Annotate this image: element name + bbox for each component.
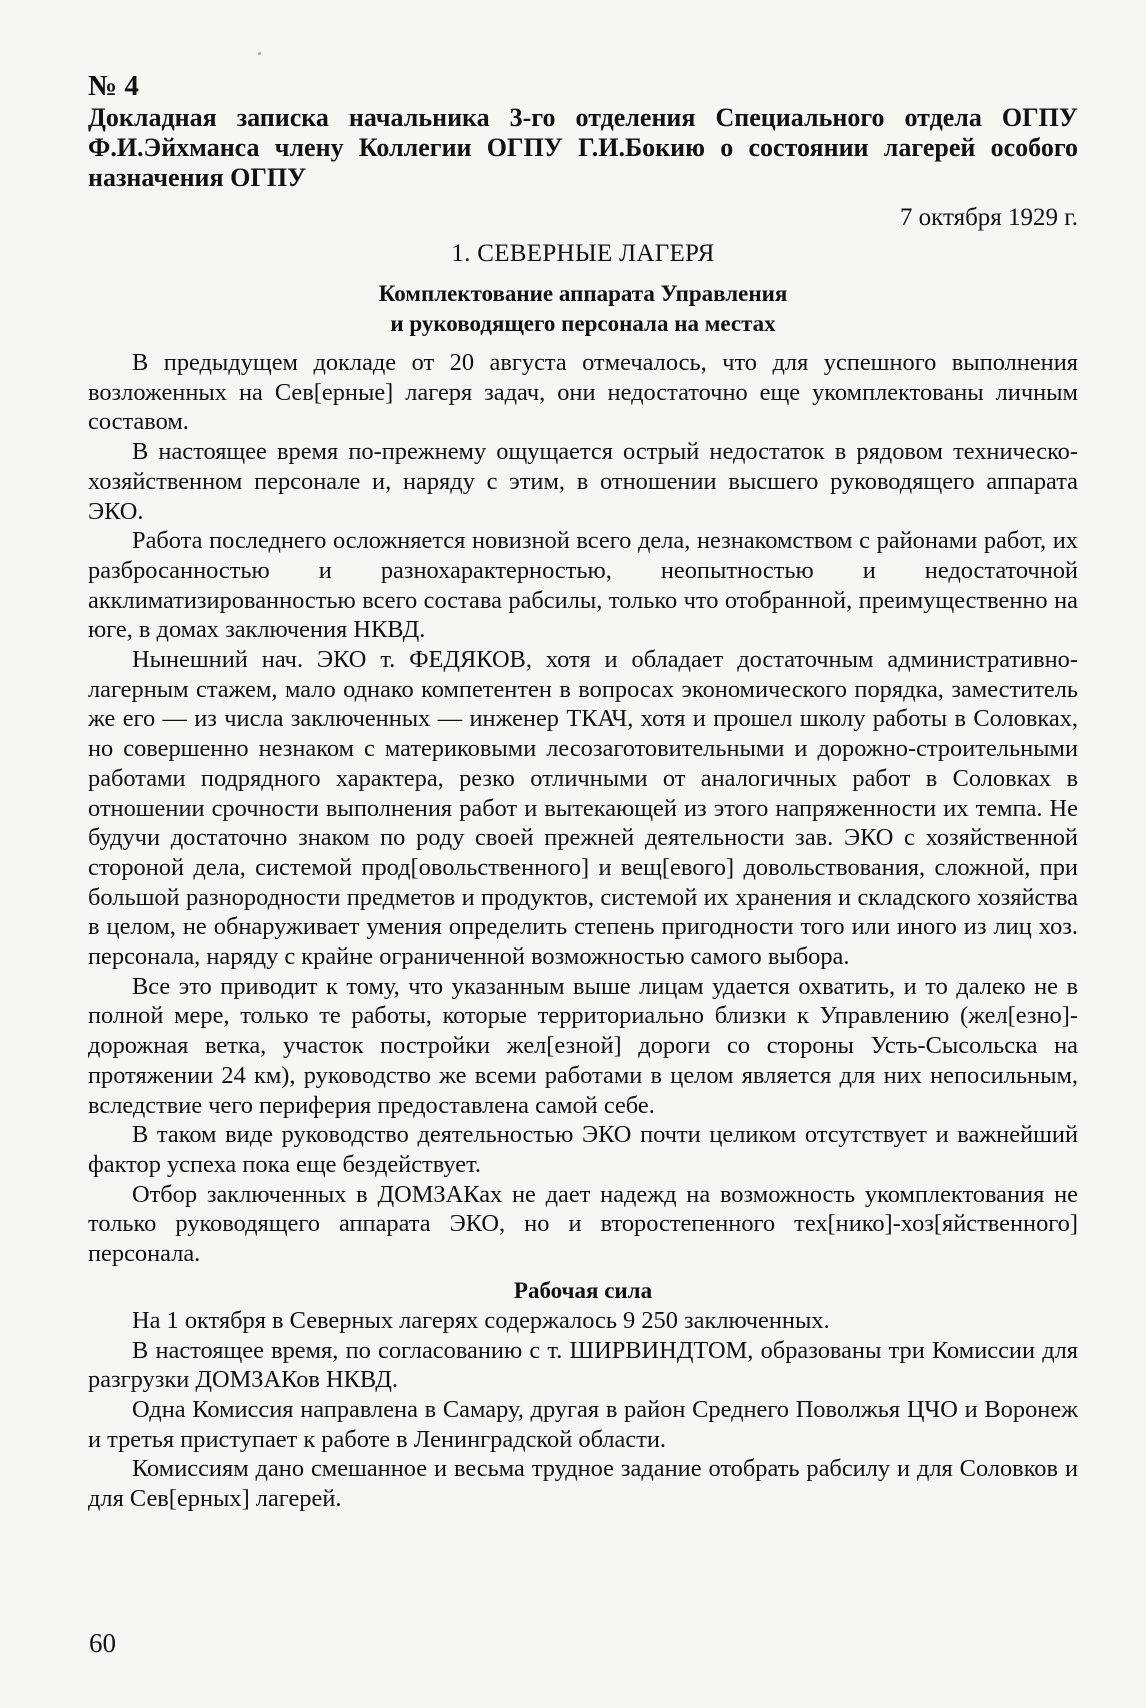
document-date: 7 октября 1929 г.: [899, 204, 1078, 231]
section-heading: 1. СЕВЕРНЫЕ ЛАГЕРЯ: [451, 240, 715, 267]
paragraph: Комиссиям дано смешанное и весьма трудное задание отобрать рабсилу и для Соловков и для Сев[ерных] лагерей.: [88, 1455, 1078, 1513]
paragraph: Нынешний нач. ЭКО т. ФЕДЯКОВ, хотя и обладает достаточным административно-лагерным стажем, мало однако компетентен в вопросах экономического порядка, заместитель же его — из числа заключенных — инженер ТКАЧ, хотя и прошел школу работы в Соловках, но совершенно незнаком с материковыми лесозаготовительными и дорожно-строительными работами подрядного характера, резко отличными от аналогичных работ в Соловках в отношении срочности выполнения работ и вытекающей из этого напряженности их темпа. Не будучи достаточно знаком по роду своей прежней деятельности зав. ЭКО с хозяйственной стороной дела, системой прод[овольственного] и вещ[евого] довольствования, сложной, при большой разнородности предметов и продуктов, системой их хранения и складского хозяйства в целом, не обнаруживает умения определить степень пригодности того или иного из лиц хоз. персонала, наряду с крайне ограниченной возможностью самого выбора.: [88, 646, 1078, 971]
paragraph: На 1 октября в Северных лагерях содержалось 9 250 заключенных.: [132, 1306, 830, 1334]
document-page: [88, 70, 1078, 1514]
paragraph: Работа последнего осложняется новизной всего дела, незнакомством с районами работ, их разбросанностью и разнохарактерностью, неопытностью и недостаточной акклиматизированностью всего состава рабсилы, только что отобранной, преимущественно на юге, в домах заключения НКВД.: [88, 527, 1078, 644]
sub-heading: [88, 279, 1078, 339]
paragraph: В предыдущем докладе от 20 августа отмечалось, что для успешного выполнения возложенных на Сев[ерные] лагеря задач, они недостаточно еще укомплектованы личным составом.: [88, 349, 1078, 436]
paragraph: Все это приводит к тому, что указанным выше лицам удается охватить, и то далеко не в полной мере, только те работы, которые территориально близки к Управлению (жел[езно]-дорожная ветка, участок постройки жел[езной] дороги со стороны Усть-Сысольска на протяжении 24 км), руководство же всеми работами в целом является для них непосильным, вследствие чего периферия предоставлена самой себе.: [88, 972, 1078, 1119]
scan-speck: [258, 52, 261, 55]
paragraph: В таком виде руководство деятельностью ЭКО почти целиком отсутствует и важнейший фактор успеха пока еще бездействует.: [88, 1121, 1078, 1178]
paragraph: Отбор заключенных в ДОМЗАКах не дает надежд на возможность укомплектования не только руководящего аппарата ЭКО, но и второстепенного тех[нико]-хоз[яйственного] персонала.: [88, 1180, 1078, 1268]
paragraph: В настоящее время, по согласованию с т. ШИРВИНДТОМ, образованы три Комиссии для разгрузки ДОМЗАКов НКВД.: [88, 1336, 1078, 1394]
sub-heading-line: и руководящего персонала на местах: [390, 311, 776, 336]
page-number: 60: [89, 1628, 116, 1658]
document-title: Докладная записка начальника 3-го отделения Специального отдела ОГПУ Ф.И.Эйхманса члену Коллегии ОГПУ Г.И.Бокию о состоянии лагерей особого назначения ОГПУ: [88, 103, 1078, 192]
paragraph: В настоящее время по-прежнему ощущается острый недостаток в рядовом техническо-хозяйственном персонале и, наряду с этим, в отношении высшего руководящего аппарата ЭКО.: [88, 438, 1078, 525]
paragraph: Одна Комиссия направлена в Самару, другая в район Среднего Поволжья ЦЧО и Воронеж и третья приступает к работе в Ленинградской области.: [88, 1395, 1078, 1453]
sub-heading-line: Комплектование аппарата Управления: [378, 281, 788, 306]
labor-heading: Рабочая сила: [513, 1277, 653, 1303]
document-number: № 4: [88, 70, 139, 102]
